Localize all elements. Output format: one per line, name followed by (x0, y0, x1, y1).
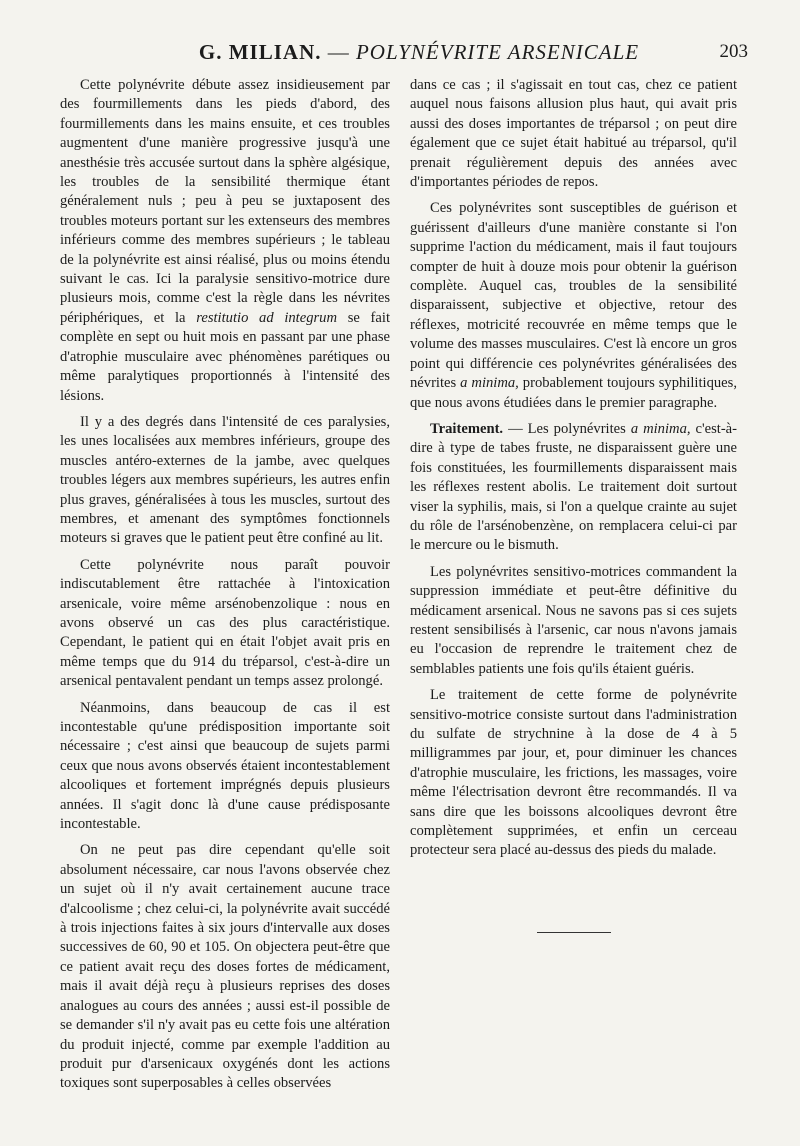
article-title: POLYNÉVRITE ARSENICALE (355, 40, 640, 64)
paragraph: Le traitement de cette forme de polynévrite sensitivo-motrice consiste surtout dans l'administration du sulfate de strychnine à la dose de 4 à 5 milligrammes par jour, et, pour diminuer les chances d'atrophie musculaire, les frictions, les massages, voire même l'électrisation devront être recommandés. Il va sans dire que les boissons alcooliques devront être complètement supprimées, et enfin un cerceau protecteur sera placé au-dessus des pieds du malade. (410, 687, 737, 859)
paragraph: Néanmoins, dans beaucoup de cas il est incontestable qu'une prédisposition importante soit nécessaire ; c'est ainsi que beaucoup de sujets parmi ceux que nous avons observés étaient incontestablement alcooliques et fortement imprégnés depuis plusieurs années. Il s'agit donc là d'une cause prédisposante incontestable. (60, 699, 390, 833)
paragraph: Cette polynévrite nous paraît pouvoir indiscutablement être rattachée à l'intoxication arsenicale, voire même arsénobenzolique : nous en avons observé un cas des plus caractéristique. Cependant, le patient qui en était l'objet avait pris en même temps que du 914 du tréparsol, c'est-à-dire un arsenical pentavalent pendant un temps assez prolongé. (60, 556, 390, 690)
running-title (60, 40, 748, 65)
latin-phrase: a minima, (630, 420, 691, 437)
treatment-paragraph (410, 420, 737, 556)
latin-phrase: a minima, (460, 375, 519, 392)
paragraph (410, 199, 737, 412)
paragraph-text: Cette polynévrite débute assez insidieusement par des fourmillements dans les pieds d'abord, des fourmillements dans les mains ensuite, et ces troubles augmentent d'une manière progressive jusqu'à une anesthésie très accusée surtout dans la sphère algésique, les troubles de la sensibilité thermique étant généralement nuls ; peu à peu se juxtaposent des troubles moteurs portant sur les extenseurs des membres inférieurs comme des membres supérieurs ; le tableau de la polynévrite est ainsi réalisé, plus ou moins étendu suivant le cas. Ici la paralysie sensitivo-motrice dure plusieurs mois, comme c'est la règle dans les névrites périphériques, et la (60, 77, 390, 326)
author-name: G. MILIAN. (198, 40, 322, 64)
running-head (60, 40, 748, 70)
paragraph: Les polynévrites sensitivo-motrices commandent la suppression immédiate et peut-être définitive du médicament arsenical. Nous ne savons pas si ces sujets restent sensibilisés à l'arsenic, car nous n'avons jamais eu l'occasion de reprendre le traitement chez de semblables patients une fois qu'ils étaient guéris. (410, 563, 737, 677)
paragraph-continuation: dans ce cas ; il s'agissait en tout cas, chez ce patient auquel nous faisons allusion plus haut, qui avait pris aussi des doses importantes de tréparsol ; on peut dire également que ce sujet était habitué au tréparsol, qu'il prenait régulièrement depuis des années avec d'importantes périodes de repos. (410, 77, 737, 191)
right-column (410, 76, 737, 868)
paragraph-text: Ces polynévrites sont susceptibles de guérison et guérissent d'ailleurs d'une manière constante si l'on supprime l'action du médicament, mais il faut toujours compter de huit à douze mois pour obtenir la guérison complète. Auquel cas, troubles de la sensibilité disparaissent, subjective et objective, retour des réflexes, motricité recouvrée en même temps que le volume des masses musculaires. C'est là encore un gros point qui différencie ces polynévrites généralisées des névrites (410, 200, 737, 392)
paragraph-text: se fait complète en sept ou huit mois en passant par une phase d'atrophie musculaire avec phénomènes parétiques ou même paralytiques proportionnés à l'intensité des lésions. (60, 309, 391, 404)
paragraph-text: — Les polynévrites (508, 420, 626, 437)
page-number: 203 (719, 41, 748, 62)
latin-phrase: restitutio ad integrum (196, 309, 338, 326)
end-rule (537, 932, 611, 933)
left-column (60, 76, 390, 1101)
paragraph-text: probablement toujours syphilitiques, que nous avons étudiées dans le premier paragraphe. (410, 375, 737, 411)
paragraph: Il y a des degrés dans l'intensité de ces paralysies, les unes localisées aux membres inférieurs, groupe des muscles antéro-externes de la jambe, avec quelques troubles légers aux membres supérieurs, les autres enfin plus graves, généralisées à tous les muscles, surtout des membres, et amenant des symptômes fonctionnels moteurs si graves que le patient peut être confiné au lit. (60, 413, 390, 547)
paragraph: On ne peut pas dire cependant qu'elle soit absolument nécessaire, car nous l'avons observée chez un sujet où il n'y avait certainement aucune trace d'alcoolisme ; chez celui-ci, la polynévrite avait succédé à trois injections faites à six jours d'intervalle aux doses successives de 60, 90 et 105. On objectera peut-être que ce patient avait reçu des doses fortes de médicament, mais il avait déjà reçu à plusieurs reprises des doses analogues au cours des années ; aussi est-il possible de se demander s'il n'y avait pas eu cette fois une altération du produit injecté, comme par exemple l'addition au produit pur d'arsenicaux oxygénés dont les actions toxiques sont superposables à celles observées (60, 842, 390, 1092)
paragraph-text: c'est-à-dire à type de tabes fruste, ne disparaissent guère une fois constituées, les fourmillements disparaissent mais les réflexes restent abolis. Le traitement doit surtout viser la syphilis, mais, si l'on a quelque crainte au sujet du rôle de l'arsénobenzène, on remplacera celui-ci par le mercure ou le bismuth. (410, 420, 738, 554)
section-heading: Traitement. (430, 420, 504, 437)
title-dash: — (327, 40, 350, 64)
paragraph (60, 76, 390, 406)
